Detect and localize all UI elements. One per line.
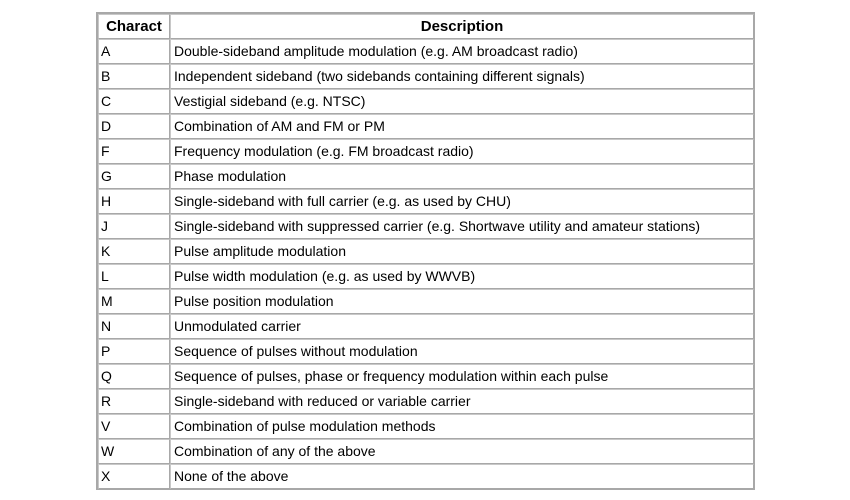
- character-cell: K: [98, 239, 170, 264]
- header-character: Charact: [98, 14, 170, 39]
- character-cell: L: [98, 264, 170, 289]
- table-row: [98, 464, 754, 489]
- description-cell: Combination of any of the above: [170, 439, 754, 464]
- table-row: [98, 414, 754, 439]
- character-cell: H: [98, 189, 170, 214]
- character-cell: X: [98, 464, 170, 489]
- description-cell: Sequence of pulses without modulation: [170, 339, 754, 364]
- table-row: [98, 389, 754, 414]
- table-row: [98, 164, 754, 189]
- character-cell: N: [98, 314, 170, 339]
- description-cell: Sequence of pulses, phase or frequency modulation within each pulse: [170, 364, 754, 389]
- character-cell: F: [98, 139, 170, 164]
- character-cell: D: [98, 114, 170, 139]
- description-cell: Pulse width modulation (e.g. as used by WWVB): [170, 264, 754, 289]
- table-row: [98, 114, 754, 139]
- table-header-row: [98, 14, 754, 39]
- character-cell: G: [98, 164, 170, 189]
- emission-type-table-container: [96, 12, 755, 490]
- character-cell: W: [98, 439, 170, 464]
- header-description: Description: [170, 14, 754, 39]
- table-row: [98, 339, 754, 364]
- description-cell: Pulse position modulation: [170, 289, 754, 314]
- description-cell: Single-sideband with reduced or variable carrier: [170, 389, 754, 414]
- description-cell: Phase modulation: [170, 164, 754, 189]
- description-cell: None of the above: [170, 464, 754, 489]
- character-cell: Q: [98, 364, 170, 389]
- table-row: [98, 189, 754, 214]
- character-cell: A: [98, 39, 170, 64]
- table-row: [98, 264, 754, 289]
- table-row: [98, 239, 754, 264]
- table-row: [98, 64, 754, 89]
- description-cell: Double-sideband amplitude modulation (e.g. AM broadcast radio): [170, 39, 754, 64]
- character-cell: R: [98, 389, 170, 414]
- table-row: [98, 39, 754, 64]
- description-cell: Pulse amplitude modulation: [170, 239, 754, 264]
- character-cell: M: [98, 289, 170, 314]
- emission-type-table: [96, 12, 755, 490]
- table-row: [98, 314, 754, 339]
- table-row: [98, 439, 754, 464]
- character-cell: B: [98, 64, 170, 89]
- description-cell: Frequency modulation (e.g. FM broadcast radio): [170, 139, 754, 164]
- description-cell: Combination of AM and FM or PM: [170, 114, 754, 139]
- table-body: [98, 39, 754, 489]
- description-cell: Unmodulated carrier: [170, 314, 754, 339]
- character-cell: C: [98, 89, 170, 114]
- table-row: [98, 364, 754, 389]
- character-cell: V: [98, 414, 170, 439]
- description-cell: Single-sideband with full carrier (e.g. as used by CHU): [170, 189, 754, 214]
- table-row: [98, 289, 754, 314]
- description-cell: Independent sideband (two sidebands containing different signals): [170, 64, 754, 89]
- character-cell: J: [98, 214, 170, 239]
- table-row: [98, 214, 754, 239]
- description-cell: Combination of pulse modulation methods: [170, 414, 754, 439]
- description-cell: Single-sideband with suppressed carrier (e.g. Shortwave utility and amateur stations): [170, 214, 754, 239]
- table-row: [98, 139, 754, 164]
- table-row: [98, 89, 754, 114]
- character-cell: P: [98, 339, 170, 364]
- description-cell: Vestigial sideband (e.g. NTSC): [170, 89, 754, 114]
